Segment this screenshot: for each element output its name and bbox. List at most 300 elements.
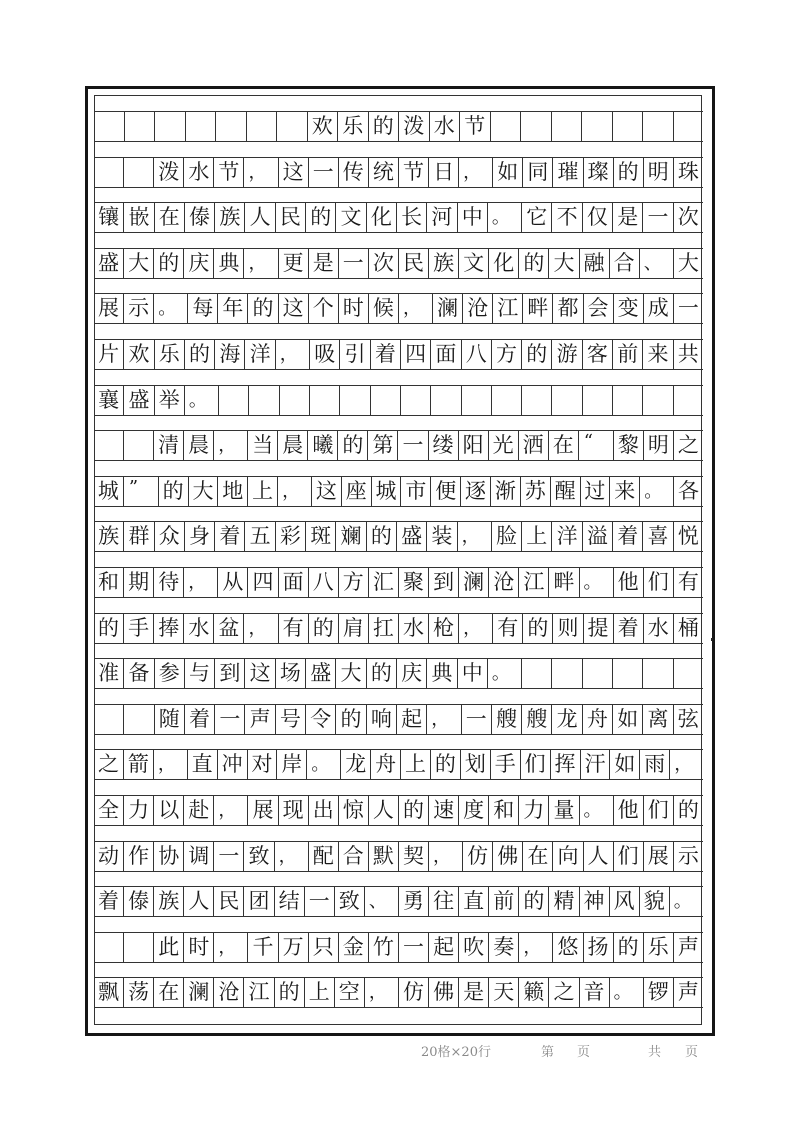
- grid-cell: 有: [673, 568, 703, 597]
- grid-cell: 的: [184, 340, 214, 369]
- grid-cell: 大: [335, 659, 365, 688]
- grid-cell: 候: [368, 294, 398, 323]
- grid-cell: 溢: [582, 522, 612, 551]
- grid-cell-empty: [491, 386, 521, 415]
- grid-cell: 离: [642, 705, 672, 734]
- grid-cell: 。: [669, 887, 703, 916]
- grid-cell-empty: [185, 112, 216, 141]
- grid-cell: 风: [609, 887, 639, 916]
- grid-cell: 节: [459, 112, 490, 141]
- grid-cell: 捧: [153, 614, 183, 643]
- grid-cell-empty: [279, 386, 309, 415]
- grid-cell: 清: [153, 431, 183, 460]
- grid-cell-empty: [215, 112, 246, 141]
- grid-cell: 一: [397, 431, 427, 460]
- grid-cell: 水: [643, 614, 673, 643]
- grid-cell: 则: [552, 614, 582, 643]
- grid-cell: 度: [458, 796, 488, 825]
- grid-cell: 欢: [123, 340, 153, 369]
- grid-cell: 这: [278, 294, 308, 323]
- total-pages-prefix: 共: [648, 1045, 662, 1060]
- grid-cell: 到: [214, 659, 244, 688]
- grid-cell: 佛: [492, 842, 522, 871]
- grid-cell: 曦: [307, 431, 337, 460]
- grid-cell: 。: [153, 294, 187, 323]
- grid-cell: 往: [428, 887, 458, 916]
- grid-cell: 在: [154, 203, 184, 232]
- grid-cell: 日: [428, 158, 458, 187]
- grid-row: [94, 521, 703, 552]
- grid-cell: 客: [582, 340, 612, 369]
- grid-cell-empty: [582, 386, 612, 415]
- grid-cell: 仿: [462, 842, 492, 871]
- grid-cell-empty: [94, 431, 123, 460]
- grid-cell: 契: [398, 842, 428, 871]
- grid-cell: 江: [518, 568, 548, 597]
- grid-cell: 他: [613, 796, 643, 825]
- grid-cell: 不: [551, 203, 581, 232]
- grid-cell-empty: [490, 112, 521, 141]
- grid-cell: 晨: [183, 431, 213, 460]
- grid-row: [94, 704, 703, 735]
- grid-cell: 是: [308, 249, 338, 278]
- grid-row: [94, 886, 703, 917]
- grid-cell: 的: [98, 615, 120, 640]
- grid-cell: 欢: [307, 112, 338, 141]
- grid-cell: 岸: [276, 750, 306, 779]
- grid-cell: 族: [153, 887, 183, 916]
- grid-spec-label: 20格×20行: [421, 1045, 491, 1060]
- grid-cell: ，: [243, 614, 277, 643]
- grid-cell: 赴: [183, 796, 213, 825]
- grid-cell: ，: [458, 158, 492, 187]
- grid-cell-empty: [551, 386, 581, 415]
- grid-cell: 吸: [309, 340, 339, 369]
- grid-cell: 艘: [491, 705, 521, 734]
- grid-cell: 默: [368, 842, 398, 871]
- grid-cell: 前: [488, 887, 518, 916]
- grid-cell: ，: [213, 431, 247, 460]
- grid-cell: 起: [428, 933, 458, 962]
- grid-cell: 着: [98, 889, 120, 914]
- grid-cell: 之: [673, 431, 703, 460]
- grid-cell: 这: [311, 477, 341, 506]
- grid-cell: 举: [154, 386, 184, 415]
- grid-cell: 盛: [305, 659, 335, 688]
- total-pages-suffix: 页: [685, 1045, 699, 1060]
- grid-cell-empty: [673, 112, 704, 141]
- grid-cell: 箭: [123, 750, 153, 779]
- grid-cell: 装: [426, 522, 456, 551]
- grid-cell: 族: [98, 524, 120, 549]
- grid-cell: 着: [214, 522, 244, 551]
- grid-cell: 一: [213, 842, 243, 871]
- grid-row: [94, 339, 703, 370]
- grid-cell: 以: [153, 796, 183, 825]
- grid-cell: 手: [123, 614, 153, 643]
- grid-cell: 。: [306, 750, 340, 779]
- grid-cell: 。: [487, 659, 521, 688]
- grid-cell: 的: [673, 796, 703, 825]
- grid-cell-empty: [673, 386, 703, 415]
- grid-cell: 晨: [277, 431, 307, 460]
- grid-cell: 万: [278, 933, 308, 962]
- grid-cell: 结: [274, 887, 304, 916]
- grid-cell: ，: [669, 750, 703, 779]
- grid-cell: 面: [430, 340, 460, 369]
- grid-cell-empty: [582, 659, 612, 688]
- grid-cell-empty: [94, 158, 123, 187]
- grid-cell-empty: [642, 112, 673, 141]
- grid-cell: 中: [457, 659, 487, 688]
- grid-cell: 的: [398, 796, 428, 825]
- grid-cell: ，: [457, 522, 491, 551]
- grid-cell: 惊: [338, 796, 368, 825]
- grid-row: [94, 202, 703, 233]
- grid-cell: 大: [673, 249, 703, 278]
- grid-cell: 协: [153, 842, 183, 871]
- grid-cell: 着: [370, 340, 400, 369]
- grid-cell: 盛: [396, 522, 426, 551]
- grid-cell: 节: [398, 158, 428, 187]
- grid-cell: 汗: [580, 750, 610, 779]
- grid-cell: 襄: [98, 387, 120, 412]
- grid-cell: 的: [522, 614, 552, 643]
- grid-cell: 的: [153, 249, 183, 278]
- grid-cell-empty: [276, 112, 307, 141]
- grid-cell: 们: [613, 842, 643, 871]
- grid-cell: 弦: [673, 705, 703, 734]
- grid-cell: 乐: [643, 933, 673, 962]
- grid-cell: 速: [428, 796, 458, 825]
- grid-cell-empty: [461, 386, 491, 415]
- grid-cell: ，: [183, 568, 217, 597]
- grid-cell: 着: [613, 614, 643, 643]
- grid-cell: 上: [521, 522, 551, 551]
- grid-cell: ，: [213, 796, 247, 825]
- grid-cell-empty: [430, 386, 460, 415]
- grid-cell: 彩: [275, 522, 305, 551]
- grid-cell: 锣: [643, 978, 673, 1007]
- grid-cell: 会: [583, 294, 613, 323]
- grid-cell: 着: [612, 522, 642, 551]
- grid-cell: 洋: [244, 340, 274, 369]
- grid-cell: 这: [244, 659, 274, 688]
- grid-cell: 与: [184, 659, 214, 688]
- grid-cell: 在: [153, 978, 183, 1007]
- grid-cell: 的: [337, 431, 367, 460]
- grid-cell: 如: [609, 750, 639, 779]
- grid-cell: 和: [488, 796, 518, 825]
- grid-cell: 时: [338, 294, 368, 323]
- grid-cell: 舟: [370, 750, 400, 779]
- grid-cell: 片: [98, 342, 120, 366]
- grid-cell: 飘: [98, 980, 120, 1005]
- grid-cell: 它: [521, 203, 551, 232]
- grid-cell: 传: [338, 158, 368, 187]
- grid-cell: 上: [247, 477, 277, 506]
- grid-cell: 待: [153, 568, 183, 597]
- grid-row: [94, 157, 703, 188]
- grid-cell: 的: [521, 340, 551, 369]
- grid-cell: 乐: [154, 340, 184, 369]
- grid-cell: 的: [247, 294, 277, 323]
- grid-cell: 准: [98, 661, 120, 686]
- grid-cell-empty: [218, 386, 248, 415]
- grid-cell-empty: [642, 659, 672, 688]
- grid-cell: 渐: [490, 477, 520, 506]
- page-number-suffix: 页: [577, 1045, 591, 1060]
- grid-cell: 在: [548, 431, 578, 460]
- grid-cell: 的: [613, 158, 643, 187]
- grid-cell: 的: [430, 750, 460, 779]
- grid-cell: 五: [244, 522, 274, 551]
- grid-cell: 泼: [398, 112, 429, 141]
- grid-cell: 上: [304, 978, 334, 1007]
- grid-cell: 璨: [583, 158, 613, 187]
- grid-row: [94, 795, 703, 826]
- grid-cell: 。: [487, 203, 521, 232]
- grid-cell: 扬: [583, 933, 613, 962]
- grid-cell: 泼: [153, 158, 183, 187]
- grid-cell: 。: [639, 477, 673, 506]
- grid-cell: 参: [154, 659, 184, 688]
- grid-cell: 统: [368, 158, 398, 187]
- grid-cell: 龙: [551, 705, 581, 734]
- grid-cell: 声: [244, 705, 274, 734]
- grid-cell-empty: [123, 158, 153, 187]
- grid-cell-empty: [246, 112, 277, 141]
- grid-cell: 明: [643, 431, 673, 460]
- grid-cell: ，: [243, 158, 277, 187]
- grid-cell: 一: [308, 158, 338, 187]
- grid-cell: 一: [338, 249, 368, 278]
- grid-cell: 金: [338, 933, 368, 962]
- grid-cell: 、: [639, 249, 673, 278]
- grid-cell: 合: [609, 249, 639, 278]
- grid-cell: 来: [609, 477, 639, 506]
- grid-cell: 作: [123, 842, 153, 871]
- grid-cell: 的: [274, 978, 304, 1007]
- grid-row: [94, 749, 703, 780]
- grid-cell: 融: [579, 249, 609, 278]
- grid-cell-empty: [309, 386, 339, 415]
- grid-cell: 是: [458, 978, 488, 1007]
- grid-cell: 号: [275, 705, 305, 734]
- grid-cell: 到: [428, 568, 458, 597]
- grid-cell: ”: [123, 477, 158, 506]
- grid-cell: 肩: [338, 614, 368, 643]
- grid-cell: 响: [366, 705, 396, 734]
- grid-cell: 前: [612, 340, 642, 369]
- grid-cell-empty: [520, 112, 551, 141]
- grid-cell: 音: [579, 978, 609, 1007]
- grid-cell: 声: [673, 933, 703, 962]
- grid-cell: 一: [461, 705, 491, 734]
- grid-cell: 配: [308, 842, 338, 871]
- grid-cell-empty: [94, 933, 123, 962]
- grid-cell: 佛: [428, 978, 458, 1007]
- grid-cell: 身: [184, 522, 214, 551]
- grid-cell: 洒: [518, 431, 548, 460]
- grid-cell: 致: [243, 842, 273, 871]
- grid-cell: 光: [488, 431, 518, 460]
- grid-cell-empty: [123, 933, 153, 962]
- grid-cell: 化: [366, 203, 396, 232]
- grid-cell: 、: [364, 887, 398, 916]
- grid-cell: 明: [643, 158, 673, 187]
- grid-cell: 天: [488, 978, 518, 1007]
- grid-cell: 江: [243, 978, 273, 1007]
- grid-cell: 一: [642, 203, 672, 232]
- grid-cell: 河: [426, 203, 456, 232]
- grid-cell: 。: [579, 796, 613, 825]
- grid-cell: 各: [673, 477, 703, 506]
- grid-cell: 合: [338, 842, 368, 871]
- grid-cell: 直: [458, 887, 488, 916]
- grid-cell: 庆: [183, 249, 213, 278]
- grid-cell-empty: [642, 386, 672, 415]
- grid-cell: 斓: [335, 522, 365, 551]
- grid-cell: 展: [247, 796, 277, 825]
- grid-cell: 提: [583, 614, 613, 643]
- grid-cell-empty: [400, 386, 430, 415]
- grid-cell-empty: [612, 112, 643, 141]
- grid-cell: 市: [400, 477, 430, 506]
- grid-cell: 时: [183, 933, 213, 962]
- grid-cell: 八: [461, 340, 491, 369]
- grid-row: [94, 293, 703, 324]
- grid-cell: 庆: [396, 659, 426, 688]
- grid-cell: 雨: [639, 750, 669, 779]
- grid-cell: 澜: [458, 568, 488, 597]
- grid-cell: 澜: [432, 294, 462, 323]
- grid-cell: 更: [278, 249, 308, 278]
- grid-row: [94, 111, 703, 142]
- grid-cell: 在: [522, 842, 552, 871]
- grid-cell-empty: [339, 386, 369, 415]
- stray-ink-mark: [711, 638, 713, 641]
- grid-cell: 是: [612, 203, 642, 232]
- grid-cell: 从: [217, 568, 247, 597]
- grid-cell: ，: [153, 750, 187, 779]
- grid-cell: 喜: [642, 522, 672, 551]
- grid-cell: 的: [368, 112, 399, 141]
- grid-cell: ，: [277, 477, 311, 506]
- grid-cell: 乐: [337, 112, 368, 141]
- grid-cell: 有: [492, 614, 522, 643]
- grid-cell: 脸: [491, 522, 521, 551]
- grid-cell: 斑: [305, 522, 335, 551]
- grid-cell: 大: [548, 249, 578, 278]
- grid-cell-empty: [154, 112, 185, 141]
- grid-cell-empty: [521, 659, 551, 688]
- grid-cell: 着: [184, 705, 214, 734]
- grid-cell: 沧: [488, 568, 518, 597]
- grid-cell: 的: [366, 522, 396, 551]
- grid-cell: 现: [278, 796, 308, 825]
- grid-cell: 场: [275, 659, 305, 688]
- grid-cell: 江: [492, 294, 522, 323]
- grid-cell: 城: [97, 478, 119, 503]
- grid-cell: 方: [338, 568, 368, 597]
- grid-row: [94, 430, 703, 461]
- grid-cell: 悠: [552, 933, 582, 962]
- grid-cell: 变: [613, 294, 643, 323]
- grid-cell: 大: [123, 249, 153, 278]
- grid-cell: 龙: [340, 750, 370, 779]
- grid-cell: 便: [430, 477, 460, 506]
- grid-cell: 手: [490, 750, 520, 779]
- grid-cell: 团: [243, 887, 273, 916]
- grid-cell: 引: [339, 340, 369, 369]
- grid-cell: 量: [548, 796, 578, 825]
- grid-cell: 籁: [518, 978, 548, 1007]
- grid-cell: 如: [492, 158, 522, 187]
- grid-row: [94, 613, 703, 644]
- grid-cell: 竹: [368, 933, 398, 962]
- grid-cell: 仅: [582, 203, 612, 232]
- grid-cell: 阳: [458, 431, 488, 460]
- grid-cell: ，: [458, 614, 492, 643]
- grid-cell: 和: [98, 570, 120, 594]
- grid-cell: 仿: [398, 978, 428, 1007]
- grid-cell: 来: [642, 340, 672, 369]
- grid-cell: 奏: [488, 933, 518, 962]
- grid-cell: 。: [609, 978, 643, 1007]
- grid-cell: 醒: [550, 477, 580, 506]
- grid-cell: 悦: [673, 522, 703, 551]
- grid-row: [94, 248, 703, 279]
- grid-cell: 这: [278, 158, 308, 187]
- grid-cell: 面: [278, 568, 308, 597]
- grid-cell: ，: [213, 933, 247, 962]
- grid-cell: “: [578, 431, 613, 460]
- grid-cell: 座: [341, 477, 371, 506]
- grid-cell: 海: [214, 340, 244, 369]
- grid-cell: 民: [398, 249, 428, 278]
- grid-cell: 之: [97, 752, 119, 777]
- grid-cell: 逐: [460, 477, 490, 506]
- grid-cell: 次: [673, 203, 703, 232]
- grid-cell: 的: [308, 614, 338, 643]
- grid-cell: 当: [247, 431, 277, 460]
- grid-cell: 他: [613, 568, 643, 597]
- grid-cell: 示: [673, 842, 703, 871]
- grid-cell: 声: [673, 978, 703, 1007]
- grid-cell: 令: [305, 705, 335, 734]
- page-number-prefix: 第: [541, 1045, 555, 1060]
- grid-cell: 的: [305, 203, 335, 232]
- grid-cell: 盛: [123, 386, 153, 415]
- grid-cell-empty: [370, 386, 400, 415]
- grid-cell-empty: [124, 112, 155, 141]
- grid-cell: 人: [183, 887, 213, 916]
- grid-cell: 随: [154, 705, 184, 734]
- grid-cell: 的: [335, 705, 365, 734]
- grid-cell: 期: [123, 568, 153, 597]
- grid-cell-empty: [612, 659, 642, 688]
- grid-cell: 有: [278, 614, 308, 643]
- grid-cell: 直: [187, 750, 217, 779]
- grid-cell: 全: [98, 798, 120, 822]
- grid-cell: 典: [426, 659, 456, 688]
- grid-cell: 黎: [613, 431, 643, 460]
- grid-row: [94, 658, 703, 689]
- grid-row: [94, 932, 703, 963]
- grid-cell: 珠: [673, 158, 703, 187]
- grid-cell: 每: [187, 294, 217, 323]
